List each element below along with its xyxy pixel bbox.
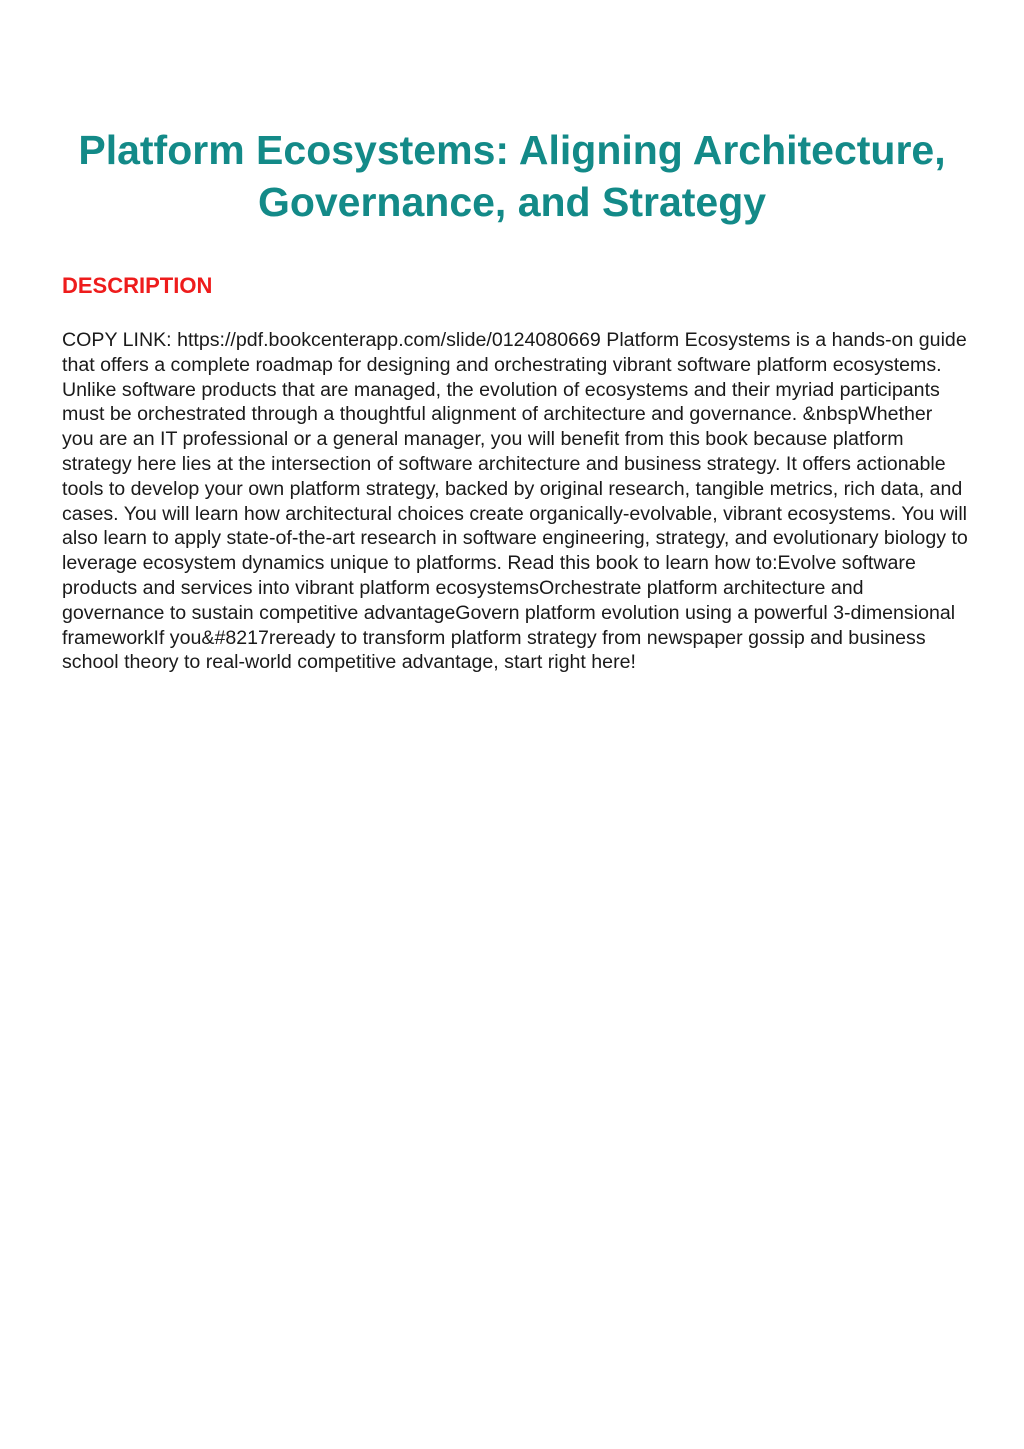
description-heading: DESCRIPTION	[62, 273, 213, 298]
document-title: Platform Ecosystems: Aligning Architecture, Governance, and Strategy	[78, 127, 946, 225]
description-text: COPY LINK: https://pdf.bookcenterapp.com/slide/0124080669 Platform Ecosystems is a hands-on guide that offers a complete roadmap for designing and orchestrating vibrant software platform ecosystems. Unlike software products that are managed, the evolution of ecosystems and their myriad participants must be orchestrated through a thoughtful alignment of architecture and governance. &nbspWhether you are an IT professional or a general manager, you will benefit from this book because platform strategy here lies at the intersection of software architecture and business strategy. It offers actionable tools to develop your own platform strategy, backed by original research, tangible metrics, rich data, and cases. You will learn how architectural choices create organically-evolvable, vibrant ecosystems. You will also learn to apply state-of-the-art research in software engineering, strategy, and evolutionary biology to leverage ecosystem dynamics unique to platforms. Read this book to learn how to:Evolve software products and services into vibrant platform ecosystemsOrchestrate platform architecture and governance to sustain competitive advantageGovern platform evolution using a powerful 3-dimensional frameworkIf you&#8217reready to transform platform strategy from newspaper gossip and business school theory to real-world competitive advantage, start right here!	[62, 329, 968, 674]
